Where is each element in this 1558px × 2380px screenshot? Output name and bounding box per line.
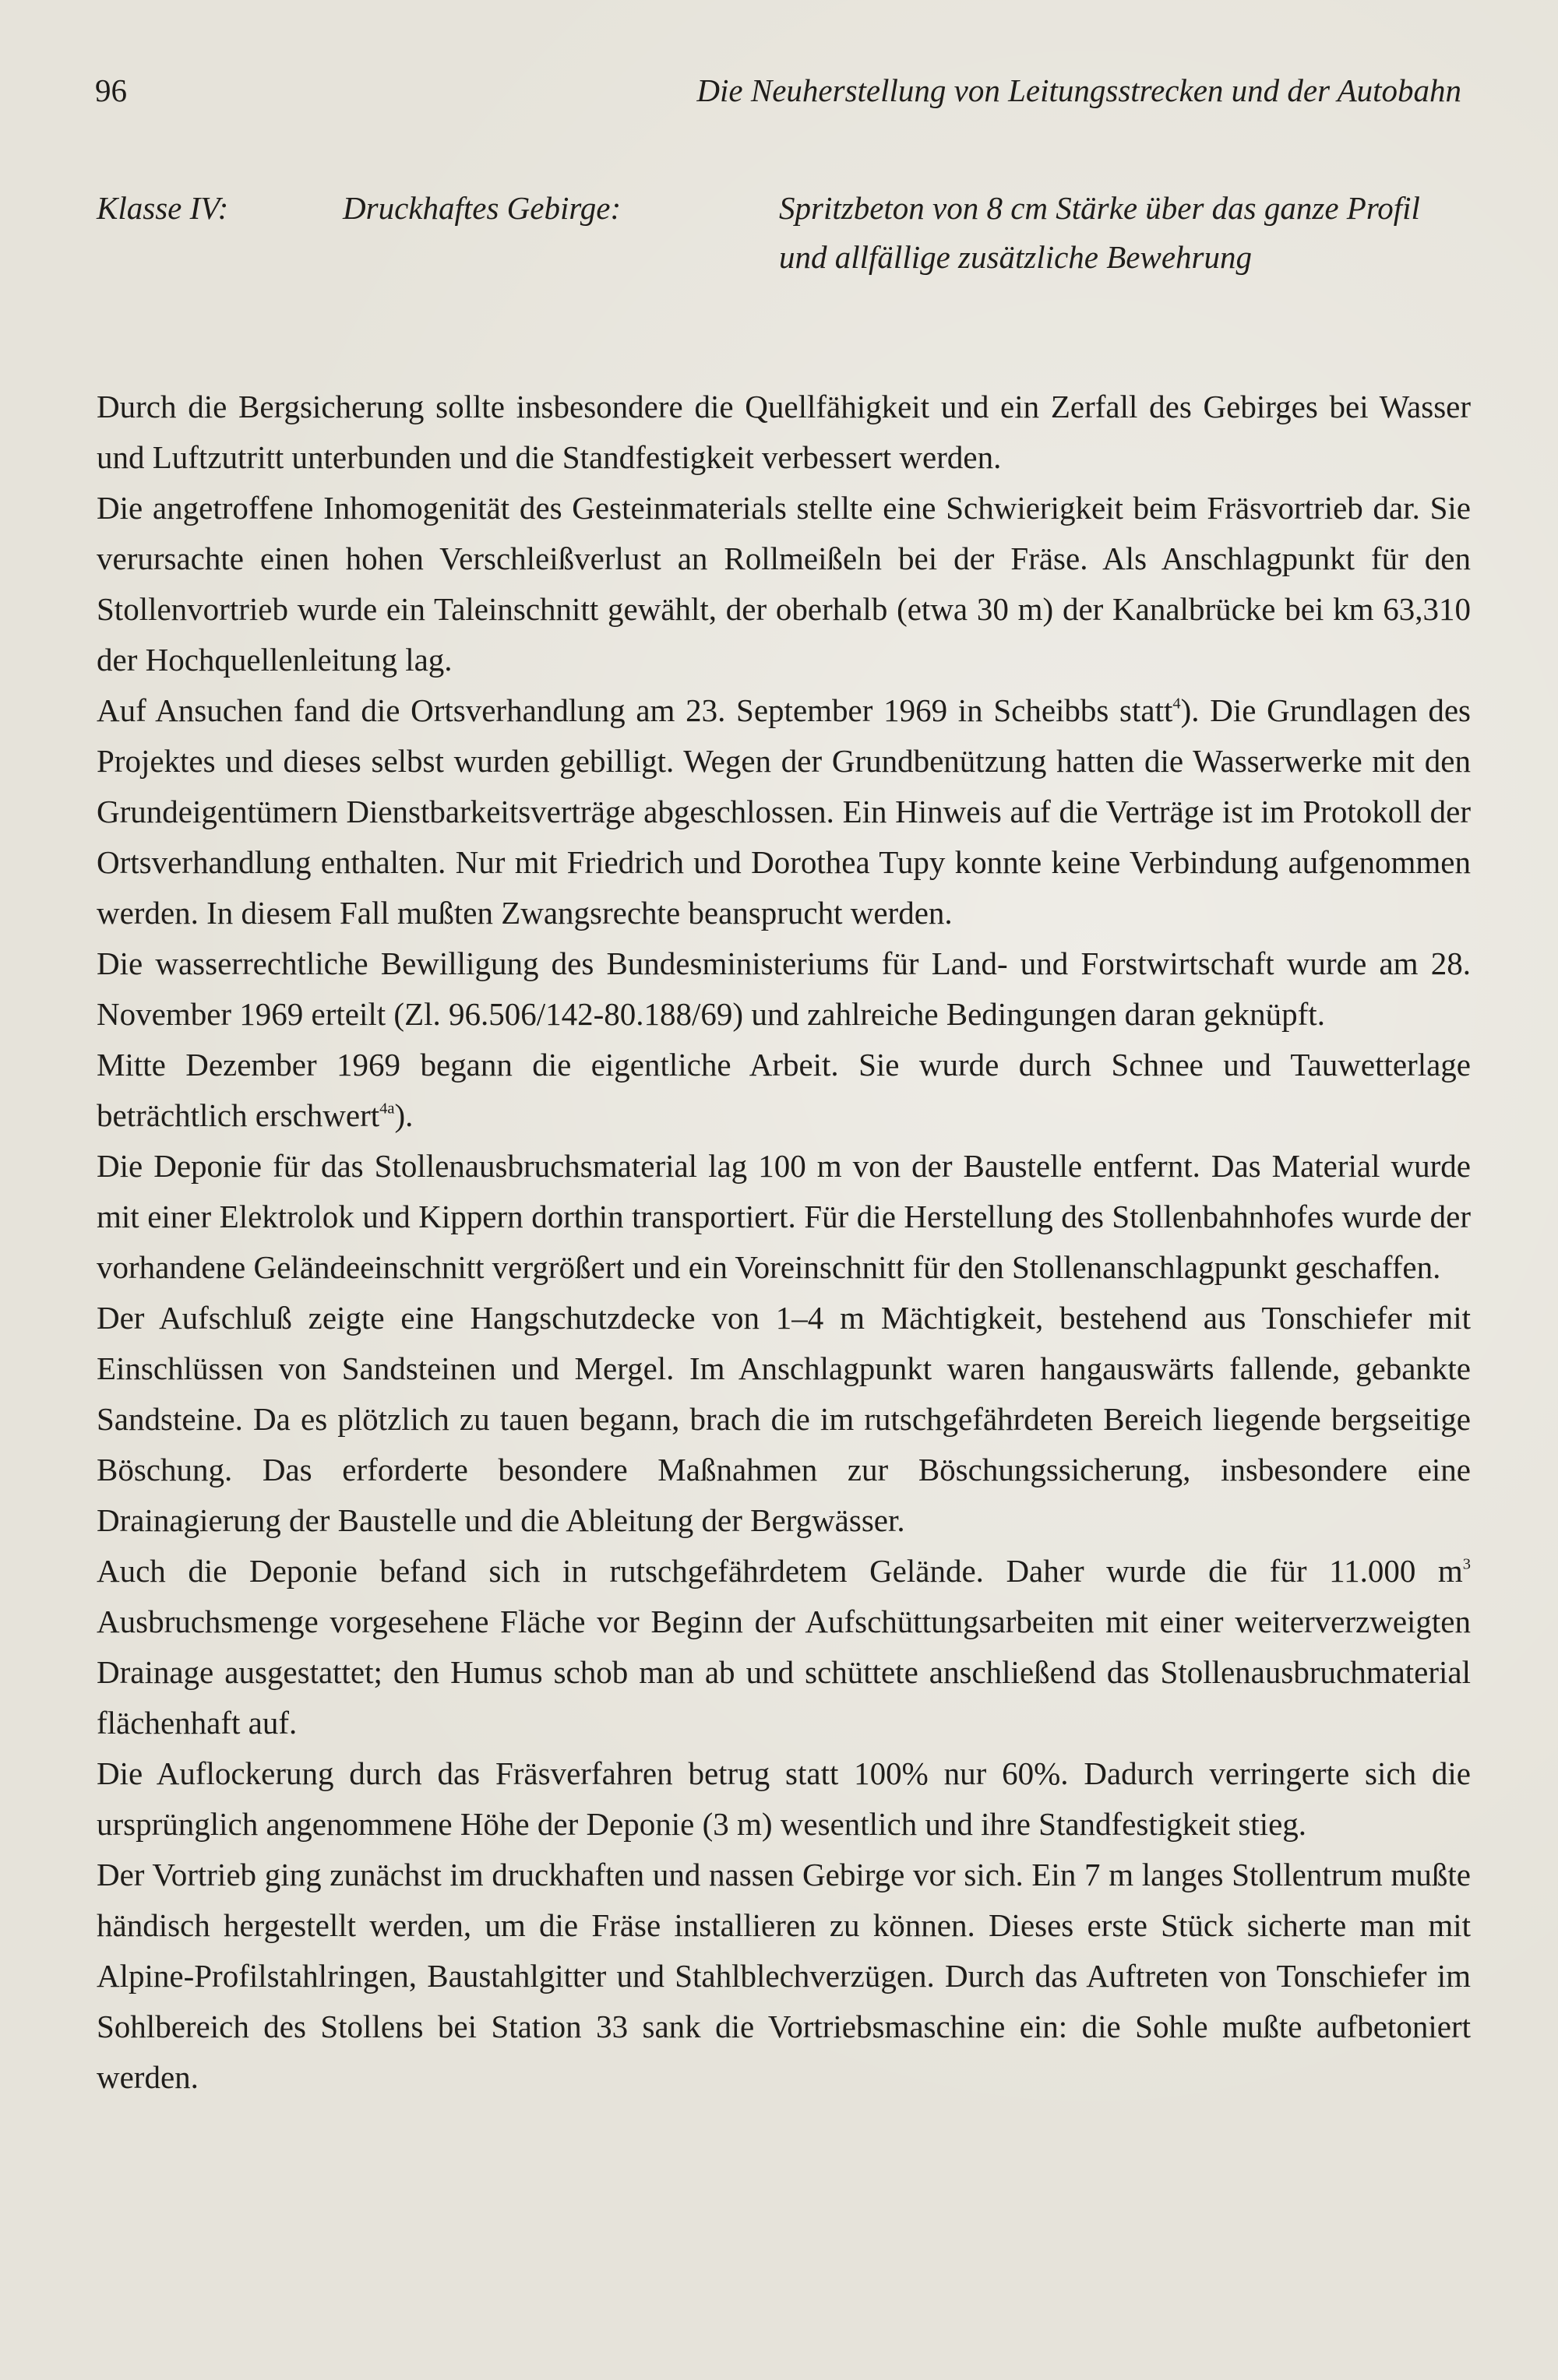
paragraph-text: ).: [394, 1097, 414, 1133]
rock-type: Druckhaftes Gebirge:: [343, 190, 622, 226]
paragraph-text: Auf Ansuchen fand die Ortsverhandlung am 23. September 1969 in Scheibbs statt: [97, 692, 1173, 728]
footnote-ref: 4: [1172, 695, 1181, 713]
paragraph: Die Deponie für das Stollenausbruchsmaterial lag 100 m von der Baustelle entfernt. Das Material wurde mit einer Elektrolok und Kippern dorthin transportiert. Für die Herstellung des Stollenbahnhofes wurde der vorhandene Geländeeinschnitt vergrößert und ein Voreinschnitt für den Stollenanschlagpunkt geschaffen.: [97, 1148, 1471, 1285]
paragraph: Der Aufschluß zeigte eine Hangschutzdecke von 1–4 m Mächtigkeit, bestehend aus Tonschiefer mit Einschlüssen von Sandsteinen und Mergel. Im Anschlagpunkt waren hangauswärts fallende, gebankte Sandsteine. Da es plötzlich zu tauen begann, brach die im rutschgefährdeten Bereich liegende bergseitige Böschung. Das erforderte besondere Maßnahmen zur Böschungssicherung, insbesondere eine Drainagierung der Baustelle und die Ableitung der Bergwässer.: [97, 1300, 1471, 1538]
support-description: Spritzbeton von 8 cm Stärke über das ganze Profil und allfällige zusätzliche Bewehrung: [779, 190, 1420, 275]
page-number: 96: [95, 72, 127, 108]
page-header: [95, 72, 1461, 118]
running-title: Die Neuherstellung von Leitungsstrecken und der Autobahn: [696, 72, 1461, 108]
paragraph: [97, 685, 1471, 938]
paragraph: [97, 1546, 1471, 1748]
footnote-ref: 4a: [379, 1100, 395, 1118]
body-text: [97, 382, 1471, 2103]
footnote-ref: 3: [1462, 1555, 1471, 1573]
paragraph: Die angetroffene Inhomogenität des Gesteinmaterials stellte eine Schwierigkeit beim Fräsvortrieb dar. Sie verursachte einen hohen Verschleißverlust an Rollmeißeln bei der Fräse. Als Anschlagpunkt für den Stollenvortrieb wurde ein Taleinschnitt gewählt, der oberhalb (etwa 30 m) der Kanalbrücke bei km 63,310 der Hochquellenleitung lag.: [97, 490, 1471, 678]
paragraph-text: Ausbruchsmenge vorgesehene Fläche vor Beginn der Aufschüttungsarbeiten mit einer weiterverzweigten Drainage ausgestattet; den Humus schob man ab und schüttete anschließend das Stollenausbruchmaterial flächenhaft auf.: [97, 1604, 1471, 1741]
paragraph-text: Mitte Dezember 1969 begann die eigentliche Arbeit. Sie wurde durch Schnee und Tauwetterlage beträchtlich erschwert: [97, 1047, 1471, 1133]
paragraph: Durch die Bergsicherung sollte insbesondere die Quellfähigkeit und ein Zerfall des Gebirges bei Wasser und Luftzutritt unterbunden und die Standfestigkeit verbessert werden.: [97, 389, 1471, 475]
class-label: Klasse IV:: [97, 190, 229, 226]
paragraph-text: ). Die Grundlagen des Projektes und dieses selbst wurden gebilligt. Wegen der Grundbenützung hatten die Wasserwerke mit den Grundeigentümern Dienstbarkeitsverträge abgeschlossen. Ein Hinweis auf die Verträge ist im Protokoll der Ortsverhandlung enthalten. Nur mit Friedrich und Dorothea Tupy konnte keine Verbindung aufgenommen werden. In diesem Fall mußten Zwangsrechte beansprucht werden.: [97, 692, 1471, 931]
paragraph: Die wasserrechtliche Bewilligung des Bundesministeriums für Land- und Forstwirtschaft wurde am 28. November 1969 erteilt (Zl. 96.506/142-80.188/69) und zahlreiche Bedingungen daran geknüpft.: [97, 945, 1471, 1032]
paragraph: Der Vortrieb ging zunächst im druckhaften und nassen Gebirge vor sich. Ein 7 m langes Stollentrum mußte händisch hergestellt werden, um die Fräse installieren zu können. Dieses erste Stück sicherte man mit Alpine-Profilstahlringen, Baustahlgitter und Stahlblechverzügen. Durch das Auftreten von Tonschiefer im Sohlbereich des Stollens bei Station 33 sank die Vortriebsmaschine ein: die Sohle mußte aufbetoniert werden.: [97, 1857, 1471, 2095]
classification-entry: [97, 184, 1461, 285]
paragraph: Die Auflockerung durch das Fräsverfahren betrug statt 100% nur 60%. Dadurch verringerte sich die ursprünglich angenommene Höhe der Deponie (3 m) wesentlich und ihre Standfestigkeit stieg.: [97, 1755, 1471, 1842]
paragraph: [97, 1040, 1471, 1141]
paragraph-text: Auch die Deponie befand sich in rutschgefährdetem Gelände. Daher wurde die für 11.000 m: [97, 1553, 1463, 1589]
